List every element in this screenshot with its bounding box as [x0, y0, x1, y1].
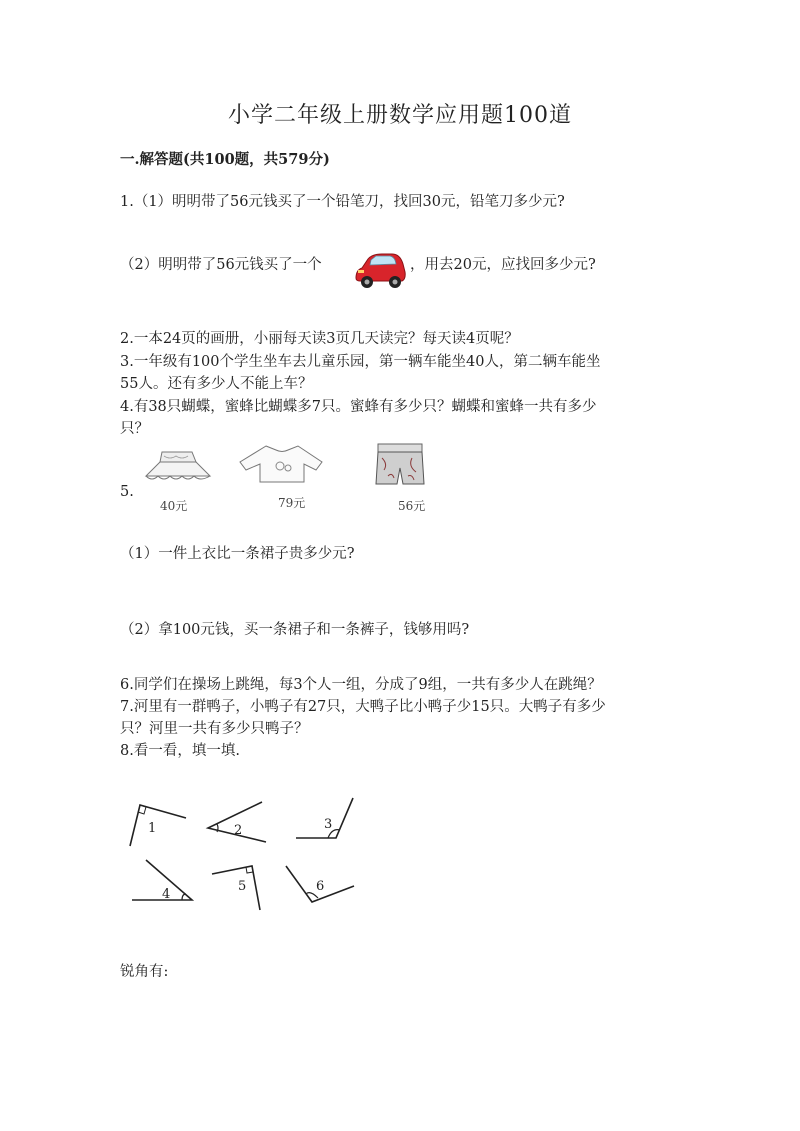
- question-1-part-2-after: ，用去20元，应找回多少元?: [410, 257, 596, 273]
- question-3-line-2: 55人。还有多少人不能上车？: [120, 376, 313, 392]
- question-5-number: 5.: [120, 484, 134, 500]
- question-6: 6.同学们在操场上跳绳，每3个人一组，分成了9组，一共有多少人在跳绳？: [120, 677, 602, 693]
- price-shorts: 56元: [398, 499, 426, 513]
- question-1-part-1: 1.（1）明明带了56元钱买了一个铅笔刀，找回30元，铅笔刀多少元?: [120, 194, 565, 210]
- question-7-line-2: 只？河里一共有多少只鸭子？: [120, 721, 309, 737]
- price-labels: [150, 494, 450, 516]
- question-7-line-1: 7.河里有一群鸭子，小鸭子有27只，大鸭子比小鸭子少15只。大鸭子有多少: [120, 699, 606, 715]
- shorts-icon: [372, 440, 428, 490]
- shirt-icon: [236, 438, 328, 490]
- red-car-icon: [352, 248, 408, 292]
- question-3-line-1: 3.一年级有100个学生坐车去儿童乐园，第一辆车能坐40人，第二辆车能坐: [120, 354, 601, 370]
- angle-label-6: 6: [316, 879, 325, 894]
- price-shirt: 79元: [278, 496, 306, 510]
- angle-label-4: 4: [162, 887, 171, 902]
- angles-diagram: [120, 790, 370, 920]
- question-4-line-2: 只？: [120, 421, 149, 437]
- question-5-part-1: （1）一件上衣比一条裙子贵多少元?: [120, 546, 355, 562]
- angle-5-lines: [212, 866, 260, 910]
- question-5-part-2: （2）拿100元钱，买一条裙子和一条裤子，钱够用吗?: [120, 622, 470, 638]
- question-2: 2.一本24页的画册，小丽每天读3页几天读完？每天读4页呢？: [120, 331, 519, 347]
- page-title: 小学二年级上册数学应用题100道: [228, 103, 572, 128]
- question-8: 8.看一看，填一填.: [120, 743, 240, 759]
- angle-1-lines: [130, 805, 186, 846]
- question-1-part-2-before: （2）明明带了56元钱买了一个: [120, 257, 322, 273]
- angle-label-3: 3: [324, 817, 333, 832]
- acute-angle-label: 锐角有:: [120, 964, 169, 980]
- angle-label-1: 1: [148, 821, 157, 836]
- angle-label-5: 5: [238, 879, 247, 894]
- question-4-line-1: 4.有38只蝴蝶，蜜蜂比蝴蝶多7只。蜜蜂有多少只？蝴蝶和蜜蜂一共有多少: [120, 399, 597, 415]
- section-heading: 一.解答题(共100题，共579分): [120, 151, 330, 168]
- skirt-icon: [140, 446, 216, 488]
- angle-label-2: 2: [234, 823, 243, 838]
- price-skirt: 40元: [160, 499, 188, 513]
